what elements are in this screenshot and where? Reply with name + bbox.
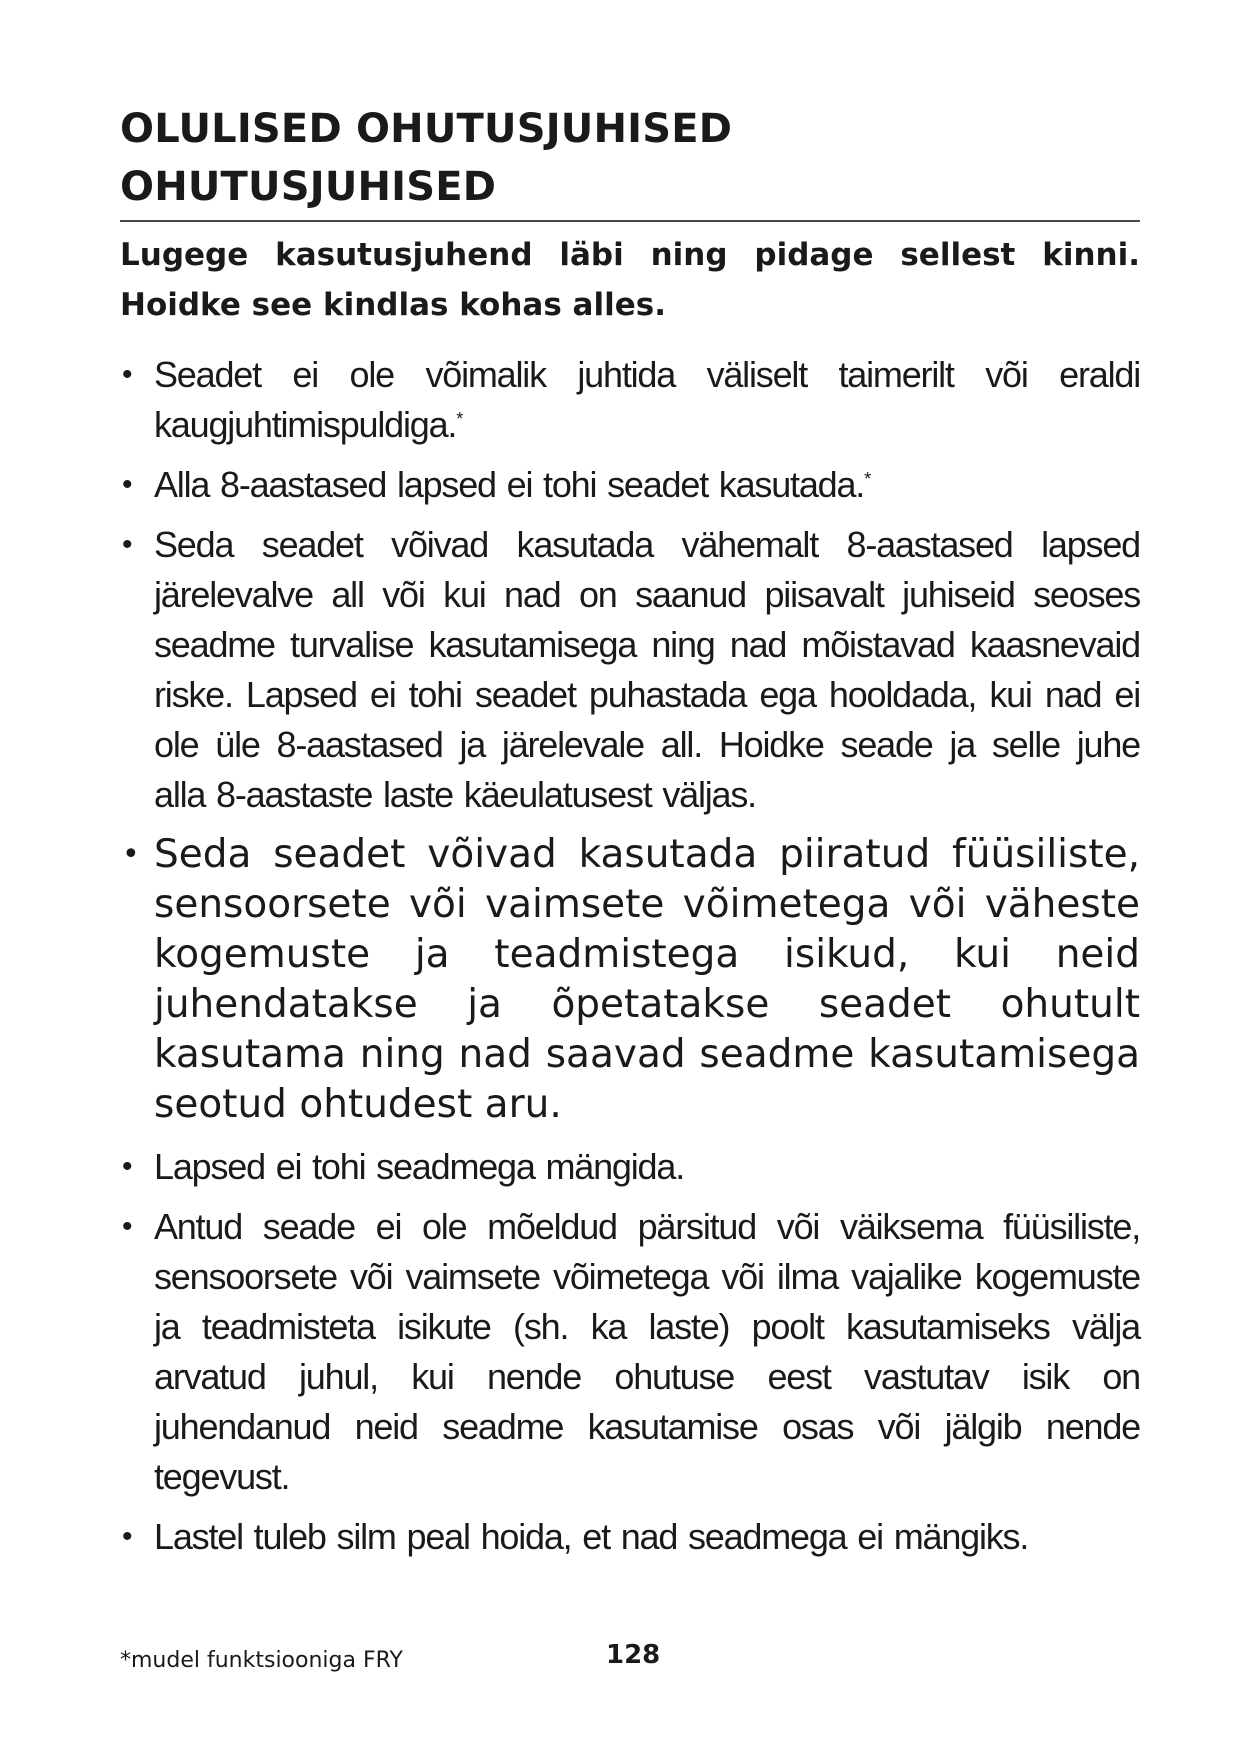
- list-item: [120, 830, 1140, 1130]
- title-line-2: OHUTUSJUHISED: [120, 164, 497, 210]
- bullet-icon: •: [122, 358, 132, 391]
- footnote-marker: *: [864, 469, 872, 489]
- list-item: [120, 1202, 1140, 1502]
- footnote-marker: *: [456, 409, 464, 429]
- list-item-text: Lapsed ei tohi seadmega mängida.: [154, 1146, 684, 1187]
- list-item: [120, 1512, 1140, 1562]
- list-item-text: Alla 8-aastased lapsed ei tohi seadet kasutada.: [154, 464, 865, 505]
- list-item-text: Seda seadet võivad kasutada vähemalt 8-aastased lapsed järelevalve all või kui nad on saanud piisavalt juhiseid seoses seadme turvalise kasutamisega ning nad mõistavad kaasnevaid riske. Lapsed ei tohi seadet puhastada ega hooldada, kui nad ei ole üle 8-aastased ja järelevale all. Hoidke seade ja selle juhe alla 8-aastaste laste käeulatusest väljas.: [154, 524, 1140, 815]
- list-item-text: Seda seadet võivad kasutada piiratud füüsiliste, sensoorsete või vaimsete võimetega või väheste kogemuste ja teadmistega isikud, kui neid juhendatakse ja õpetatakse seadet ohutult kasutama ning nad saavad seadme kasutamisega seotud ohtudest aru.: [154, 832, 1140, 1127]
- page-content: [120, 100, 1140, 1572]
- bullet-icon: •: [122, 468, 132, 501]
- list-item: [120, 460, 1140, 510]
- bullet-icon: •: [122, 1150, 132, 1183]
- page-title: [120, 100, 1140, 216]
- page-number: 128: [606, 1640, 661, 1670]
- bullet-icon: •: [122, 528, 132, 561]
- list-item-text: Lastel tuleb silm peal hoida, et nad seadmega ei mängiks.: [154, 1516, 1029, 1557]
- list-item-text: Antud seade ei ole mõeldud pärsitud või väiksema füüsiliste, sensoorsete või vaimsete võimetega või ilma vajalike kogemuste ja teadmisteta isikute (sh. ka laste) poolt kasutamiseks välja arvatud juhul, kui nende ohutuse eest vastutav isik on juhendanud neid seadme kasutamise osas või jälgib nende tegevust.: [154, 1206, 1140, 1497]
- list-item-text: Seadet ei ole võimalik juhtida väliselt taimerilt või eraldi kaugjuhtimispuldiga.: [154, 354, 1140, 445]
- list-item: [120, 1142, 1140, 1192]
- footnote-text: *mudel funktsiooniga FRY: [120, 1648, 403, 1673]
- safety-list: [120, 350, 1140, 1562]
- bullet-icon: •: [122, 1520, 132, 1553]
- list-item: [120, 520, 1140, 820]
- intro-text: Lugege kasutusjuhend läbi ning pidage sellest kinni. Hoidke see kindlas kohas alles.: [120, 237, 1140, 323]
- bullet-icon: •: [122, 837, 140, 872]
- title-divider: [120, 220, 1140, 222]
- list-item: [120, 350, 1140, 450]
- bullet-icon: •: [122, 1210, 132, 1243]
- title-line-1: OLULISED OHUTUSJUHISED: [120, 106, 733, 152]
